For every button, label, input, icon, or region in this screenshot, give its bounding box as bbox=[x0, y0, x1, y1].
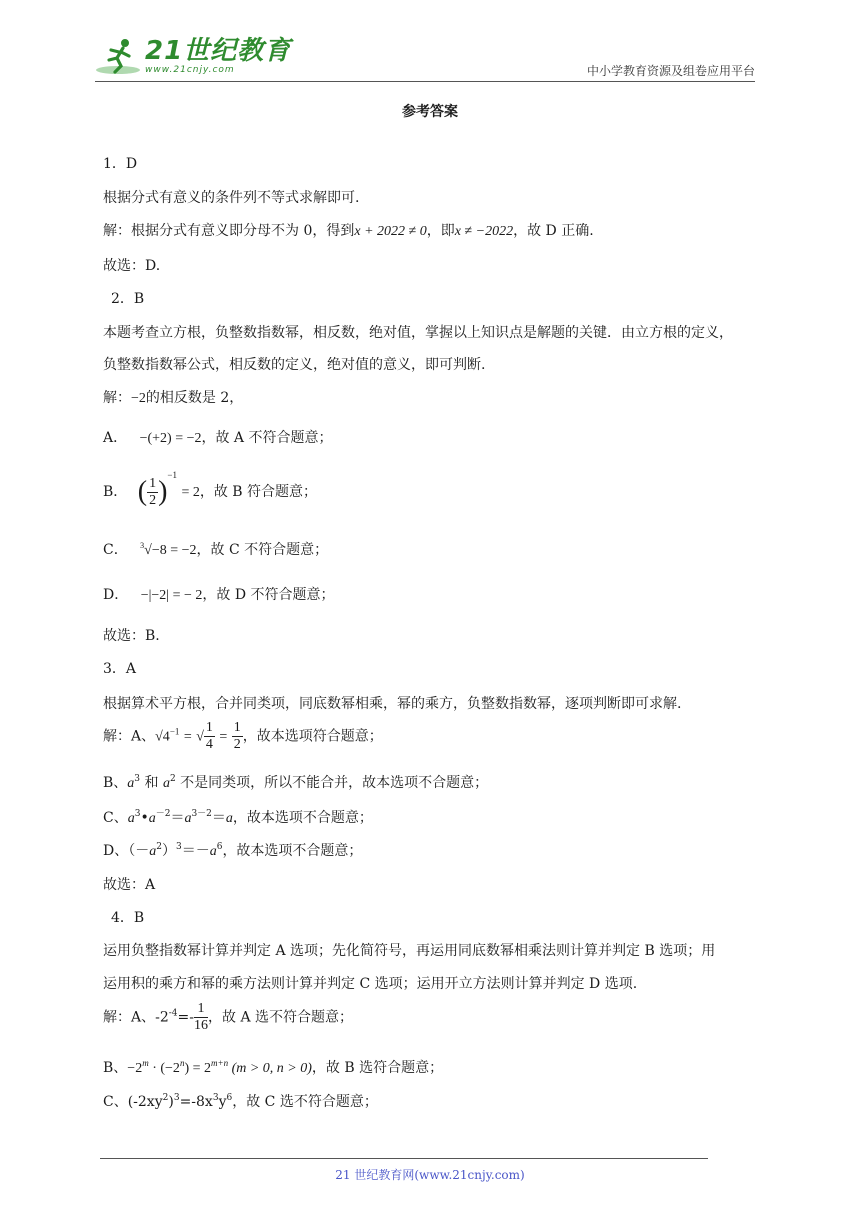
q2-b-equals: = 2 bbox=[181, 485, 200, 500]
q4-c-text: ，故 C 选不符合题意； bbox=[232, 1094, 378, 1110]
q3-c-term-1: a bbox=[127, 811, 135, 826]
q3-b-prefix: B、 bbox=[103, 775, 128, 791]
q3-d-exp-2: 3 bbox=[175, 842, 182, 852]
q3-c-dot: • bbox=[140, 810, 149, 826]
q3-c-equals-2: ＝ bbox=[211, 810, 226, 826]
q2-c-root-index: 3 bbox=[140, 541, 145, 550]
q3-c-term-3: a bbox=[184, 811, 192, 826]
q3-c-term-2: a bbox=[148, 811, 156, 826]
q3-d-term-2: a bbox=[209, 844, 217, 859]
q3-a-numerator-2: 1 bbox=[233, 720, 241, 735]
q3-a-denominator-1: 4 bbox=[205, 737, 213, 752]
q3-c-exp-2: －2 bbox=[155, 809, 171, 819]
q3-answer: 故选：A bbox=[103, 877, 156, 893]
q3-a-numerator-1: 1 bbox=[205, 720, 213, 735]
q3-option-c bbox=[103, 806, 373, 827]
q3-c-term-4: a bbox=[225, 811, 233, 826]
footer-divider bbox=[100, 1158, 708, 1159]
q1-sol-math-2: x ≠ −2022 bbox=[454, 224, 514, 239]
q2-b-label: B． bbox=[103, 484, 128, 500]
q1-number: 1．D bbox=[103, 156, 138, 172]
q4-a-text: ，故 A 选不符合题意； bbox=[208, 1009, 354, 1026]
platform-name: 中小学教育资源及组卷应用平台 bbox=[586, 64, 755, 78]
q4-b-exp-1: m bbox=[142, 1058, 149, 1068]
q3-a-equals-1: = bbox=[183, 729, 192, 745]
q4-c-y: y bbox=[218, 1094, 227, 1110]
q4-b-prefix: B、 bbox=[103, 1060, 128, 1076]
q3-number: 3．A bbox=[103, 661, 137, 677]
q4-number: 4．B bbox=[111, 910, 145, 926]
q3-a-prefix: 解：A、 bbox=[103, 728, 156, 745]
q4-c-exp-3: 3 bbox=[212, 1093, 219, 1103]
q3-option-a bbox=[103, 720, 383, 753]
q3-a-equals-2: = bbox=[219, 729, 228, 745]
q3-b-term-1: a bbox=[127, 776, 135, 791]
q3-c-equals-1: ＝ bbox=[170, 810, 185, 826]
q4-b-math-3: ) = 2 bbox=[184, 1061, 211, 1076]
q4-a-denominator: 16 bbox=[194, 1018, 208, 1033]
q2-option-a bbox=[103, 427, 333, 447]
q3-a-root-sign: √ bbox=[196, 729, 204, 745]
q4-hint-1: 运用负整指数幂计算并判定 A 选项；先化简符号，再运用同底数幂相乘法则计算并判定 B 选项；用 bbox=[103, 943, 716, 959]
q3-d-close: ） bbox=[161, 843, 176, 859]
header-divider bbox=[95, 81, 755, 82]
q2-hint-1: 本题考查立方根，负整数指数幂，相反数，绝对值，掌握以上知识点是解题的关键．由立方根的定义， bbox=[103, 325, 733, 341]
q4-b-text: ，故 B 选符合题意； bbox=[311, 1060, 444, 1076]
q2-b-exponent: −1 bbox=[167, 470, 177, 480]
q4-b-exp-2: n bbox=[179, 1058, 185, 1068]
q1-sol-text-b: ，即 bbox=[426, 223, 455, 239]
q4-c-equals: =-8x bbox=[179, 1094, 213, 1110]
q2-b-text: ，故 B 符合题意； bbox=[199, 484, 318, 500]
q2-c-label: C． bbox=[103, 542, 128, 558]
q4-b-exp-3: m+n bbox=[211, 1058, 229, 1068]
q4-option-a bbox=[103, 1001, 353, 1034]
q1-sol-math-1: x + 2022 ≠ 0 bbox=[354, 224, 427, 239]
q2-b-fraction bbox=[147, 476, 158, 509]
q4-c-exp-1: 2 bbox=[162, 1093, 169, 1103]
q2-option-c bbox=[103, 539, 328, 559]
q3-d-exp-1: 2 bbox=[156, 842, 162, 852]
q2-number: 2．B bbox=[111, 291, 145, 307]
q4-a-exponent: -4 bbox=[168, 1008, 178, 1019]
q2-a-text: ，故 A 不符合题意； bbox=[201, 430, 333, 446]
q3-a-root-exponent: −1 bbox=[169, 726, 180, 737]
q3-option-d bbox=[103, 840, 362, 860]
q4-a-fraction bbox=[194, 1001, 208, 1034]
q4-a-prefix: 解：A、-2 bbox=[103, 1009, 169, 1026]
q2-b-open-paren: ( bbox=[137, 476, 148, 507]
q2-d-text: ，故 D 不符合题意； bbox=[202, 587, 335, 603]
q2-solution bbox=[103, 387, 243, 407]
q3-d-text: ，故本选项不合题意； bbox=[222, 843, 363, 859]
page-footer: 21 世纪教育网(www.21cnjy.com) bbox=[335, 1168, 525, 1182]
q2-hint-2: 负整数指数幂公式，相反数的定义，绝对值的意义，即可判断. bbox=[103, 357, 486, 373]
page-title: 参考答案 bbox=[402, 104, 458, 120]
q3-a-text: ，故本选项符合题意； bbox=[242, 728, 383, 745]
q2-a-label: A． bbox=[103, 430, 128, 446]
q4-b-math-2: · (−2 bbox=[148, 1061, 180, 1076]
q3-b-exp-1: 3 bbox=[134, 774, 141, 784]
q4-c-prefix: C、(-2xy bbox=[103, 1094, 163, 1110]
q3-c-text: ，故本选项不合题意； bbox=[232, 810, 373, 826]
q3-a-fraction-1 bbox=[204, 720, 215, 753]
q1-answer: 故选：D. bbox=[103, 258, 161, 274]
q3-d-prefix: D、（－ bbox=[103, 843, 150, 859]
q2-b-close-paren: ) bbox=[158, 476, 168, 507]
site-logo bbox=[95, 36, 291, 76]
q2-option-d bbox=[103, 584, 335, 604]
runner-logo-icon bbox=[95, 36, 141, 76]
page-header bbox=[95, 30, 755, 82]
q2-a-math: −(+2) = −2 bbox=[139, 431, 202, 446]
q4-c-exp-4: 6 bbox=[226, 1093, 233, 1103]
q3-d-equals: ＝－ bbox=[181, 843, 210, 859]
q2-sol-text-b: 的相反数是 2， bbox=[145, 390, 244, 406]
q2-b-numerator: 1 bbox=[149, 475, 157, 491]
q4-hint-2: 运用积的乘方和幂的乘方法则计算并判定 C 选项；运用开立方法则计算并判定 D 选项. bbox=[103, 976, 638, 992]
q3-c-exp-1: 3 bbox=[134, 809, 141, 819]
q3-c-prefix: C、 bbox=[103, 810, 128, 826]
logo-wordmark: 21世纪教育 bbox=[145, 35, 292, 66]
q2-sol-text-a: 解： bbox=[103, 390, 131, 406]
q4-c-close: ) bbox=[168, 1094, 174, 1110]
q3-option-b bbox=[103, 772, 488, 792]
q3-b-and: 和 bbox=[140, 775, 163, 791]
q4-option-c bbox=[103, 1091, 378, 1111]
q3-d-exp-3: 6 bbox=[216, 842, 223, 852]
q2-d-label: D． bbox=[103, 587, 129, 603]
q3-b-term-2: a bbox=[162, 776, 170, 791]
q1-hint: 根据分式有意义的条件列不等式求解即可. bbox=[103, 190, 360, 206]
q2-c-math: √−8 = −2 bbox=[144, 543, 197, 558]
q4-b-math-1: −2 bbox=[127, 1061, 143, 1076]
q4-b-math-4: (m > 0, n > 0) bbox=[228, 1061, 312, 1076]
q1-solution bbox=[103, 220, 594, 240]
q4-option-b bbox=[103, 1057, 443, 1077]
q3-b-exp-2: 2 bbox=[169, 774, 176, 784]
q3-c-exp-3: 3－2 bbox=[191, 809, 212, 819]
q2-b-denominator: 2 bbox=[149, 492, 157, 508]
q1-sol-text-a: 解：根据分式有意义即分母不为 0，得到 bbox=[103, 223, 355, 239]
q2-sol-math: −2 bbox=[131, 391, 146, 406]
q4-c-exp-2: 3 bbox=[173, 1093, 180, 1103]
q3-a-denominator-2: 2 bbox=[233, 737, 241, 752]
q3-hint: 根据算术平方根，合并同类项，同底数幂相乘，幂的乘方，负整数指数幂，逐项判断即可求解. bbox=[103, 696, 682, 712]
q2-c-text: ，故 C 不符合题意； bbox=[196, 542, 329, 558]
logo-url: www.21cnjy.com bbox=[145, 64, 235, 75]
q4-a-numerator: 1 bbox=[194, 1001, 208, 1018]
q2-d-math: −|−2| = − 2 bbox=[140, 588, 203, 603]
q3-d-term-1: a bbox=[149, 844, 157, 859]
q3-b-text: 不是同类项，所以不能合并，故本选项不合题意； bbox=[175, 775, 489, 791]
q2-answer: 故选：B. bbox=[103, 628, 160, 644]
q2-option-b bbox=[103, 470, 317, 509]
q3-a-fraction-2 bbox=[232, 720, 243, 753]
q3-a-root: √4 bbox=[155, 729, 170, 745]
q4-a-equals: =- bbox=[177, 1009, 194, 1026]
q1-sol-text-c: ，故 D 正确. bbox=[513, 223, 594, 239]
